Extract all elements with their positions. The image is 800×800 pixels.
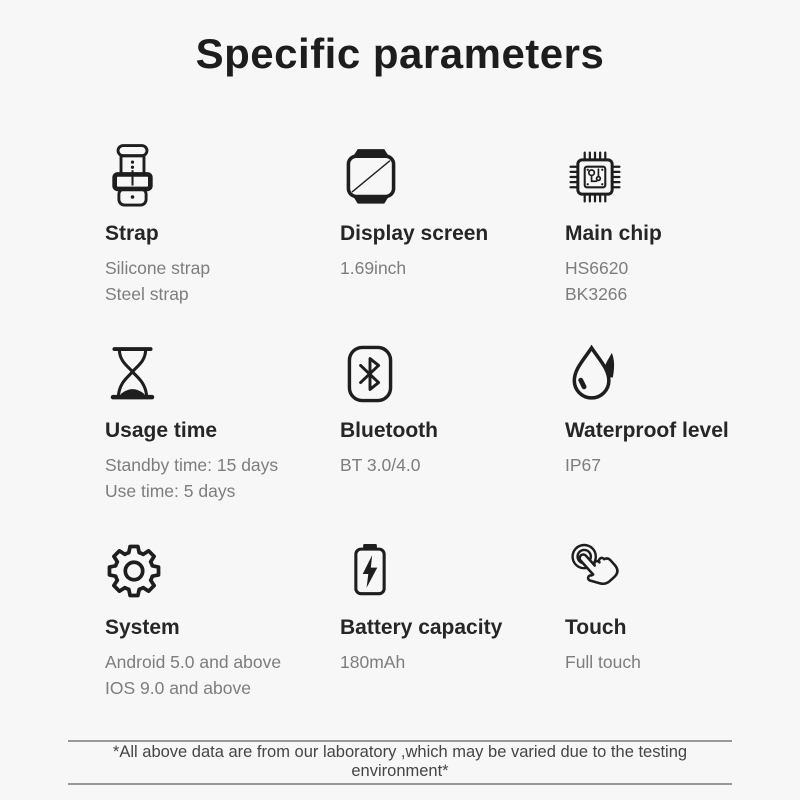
water-drop-icon (565, 338, 627, 410)
spec-item-usage-time (105, 338, 340, 535)
spec-label: Bluetooth (340, 419, 438, 442)
spec-value: Android 5.0 and above (105, 652, 282, 672)
page-title: Specific parameters (195, 30, 605, 77)
spec-value: IP67 (565, 455, 601, 475)
spec-item-system (105, 535, 340, 732)
spec-label: Touch (565, 616, 627, 639)
spec-value: HS6620 (565, 258, 629, 278)
spec-value: BK3266 (565, 284, 628, 304)
footer-note-text: *All above data are from our laboratory ,which may be varied due to the testing environment* (112, 743, 688, 780)
spec-value: Standby time: 15 days (105, 455, 279, 475)
chip-icon (565, 141, 625, 213)
watch-strap-icon (105, 141, 160, 213)
bluetooth-icon (340, 338, 400, 410)
spec-label: Strap (105, 222, 159, 245)
hourglass-icon (105, 338, 160, 410)
spec-item-main-chip (565, 141, 762, 338)
spec-label: System (105, 616, 180, 639)
spec-label: Main chip (565, 222, 662, 245)
spec-grid (105, 141, 762, 732)
spec-value: BT 3.0/4.0 (340, 455, 421, 475)
spec-value: Full touch (565, 652, 641, 672)
display-screen-icon (340, 141, 402, 213)
spec-item-display-screen (340, 141, 565, 338)
spec-item-bluetooth (340, 338, 565, 535)
spec-value: IOS 9.0 and above (105, 678, 251, 698)
spec-item-touch (565, 535, 762, 732)
gear-icon (105, 535, 163, 607)
spec-value: 180mAh (340, 652, 406, 672)
spec-value: Steel strap (105, 284, 189, 304)
footer-note (68, 740, 732, 785)
spec-item-strap (105, 141, 340, 338)
spec-item-waterproof-level (565, 338, 762, 535)
spec-item-battery-capacity (340, 535, 565, 732)
spec-label: Battery capacity (340, 616, 503, 639)
spec-label: Display screen (340, 222, 489, 245)
battery-icon (340, 535, 400, 607)
spec-label: Waterproof level (565, 419, 729, 442)
spec-value: 1.69inch (340, 258, 407, 278)
spec-value: Silicone strap (105, 258, 211, 278)
spec-value: Use time: 5 days (105, 481, 236, 501)
touch-icon (565, 535, 629, 607)
spec-label: Usage time (105, 419, 218, 442)
